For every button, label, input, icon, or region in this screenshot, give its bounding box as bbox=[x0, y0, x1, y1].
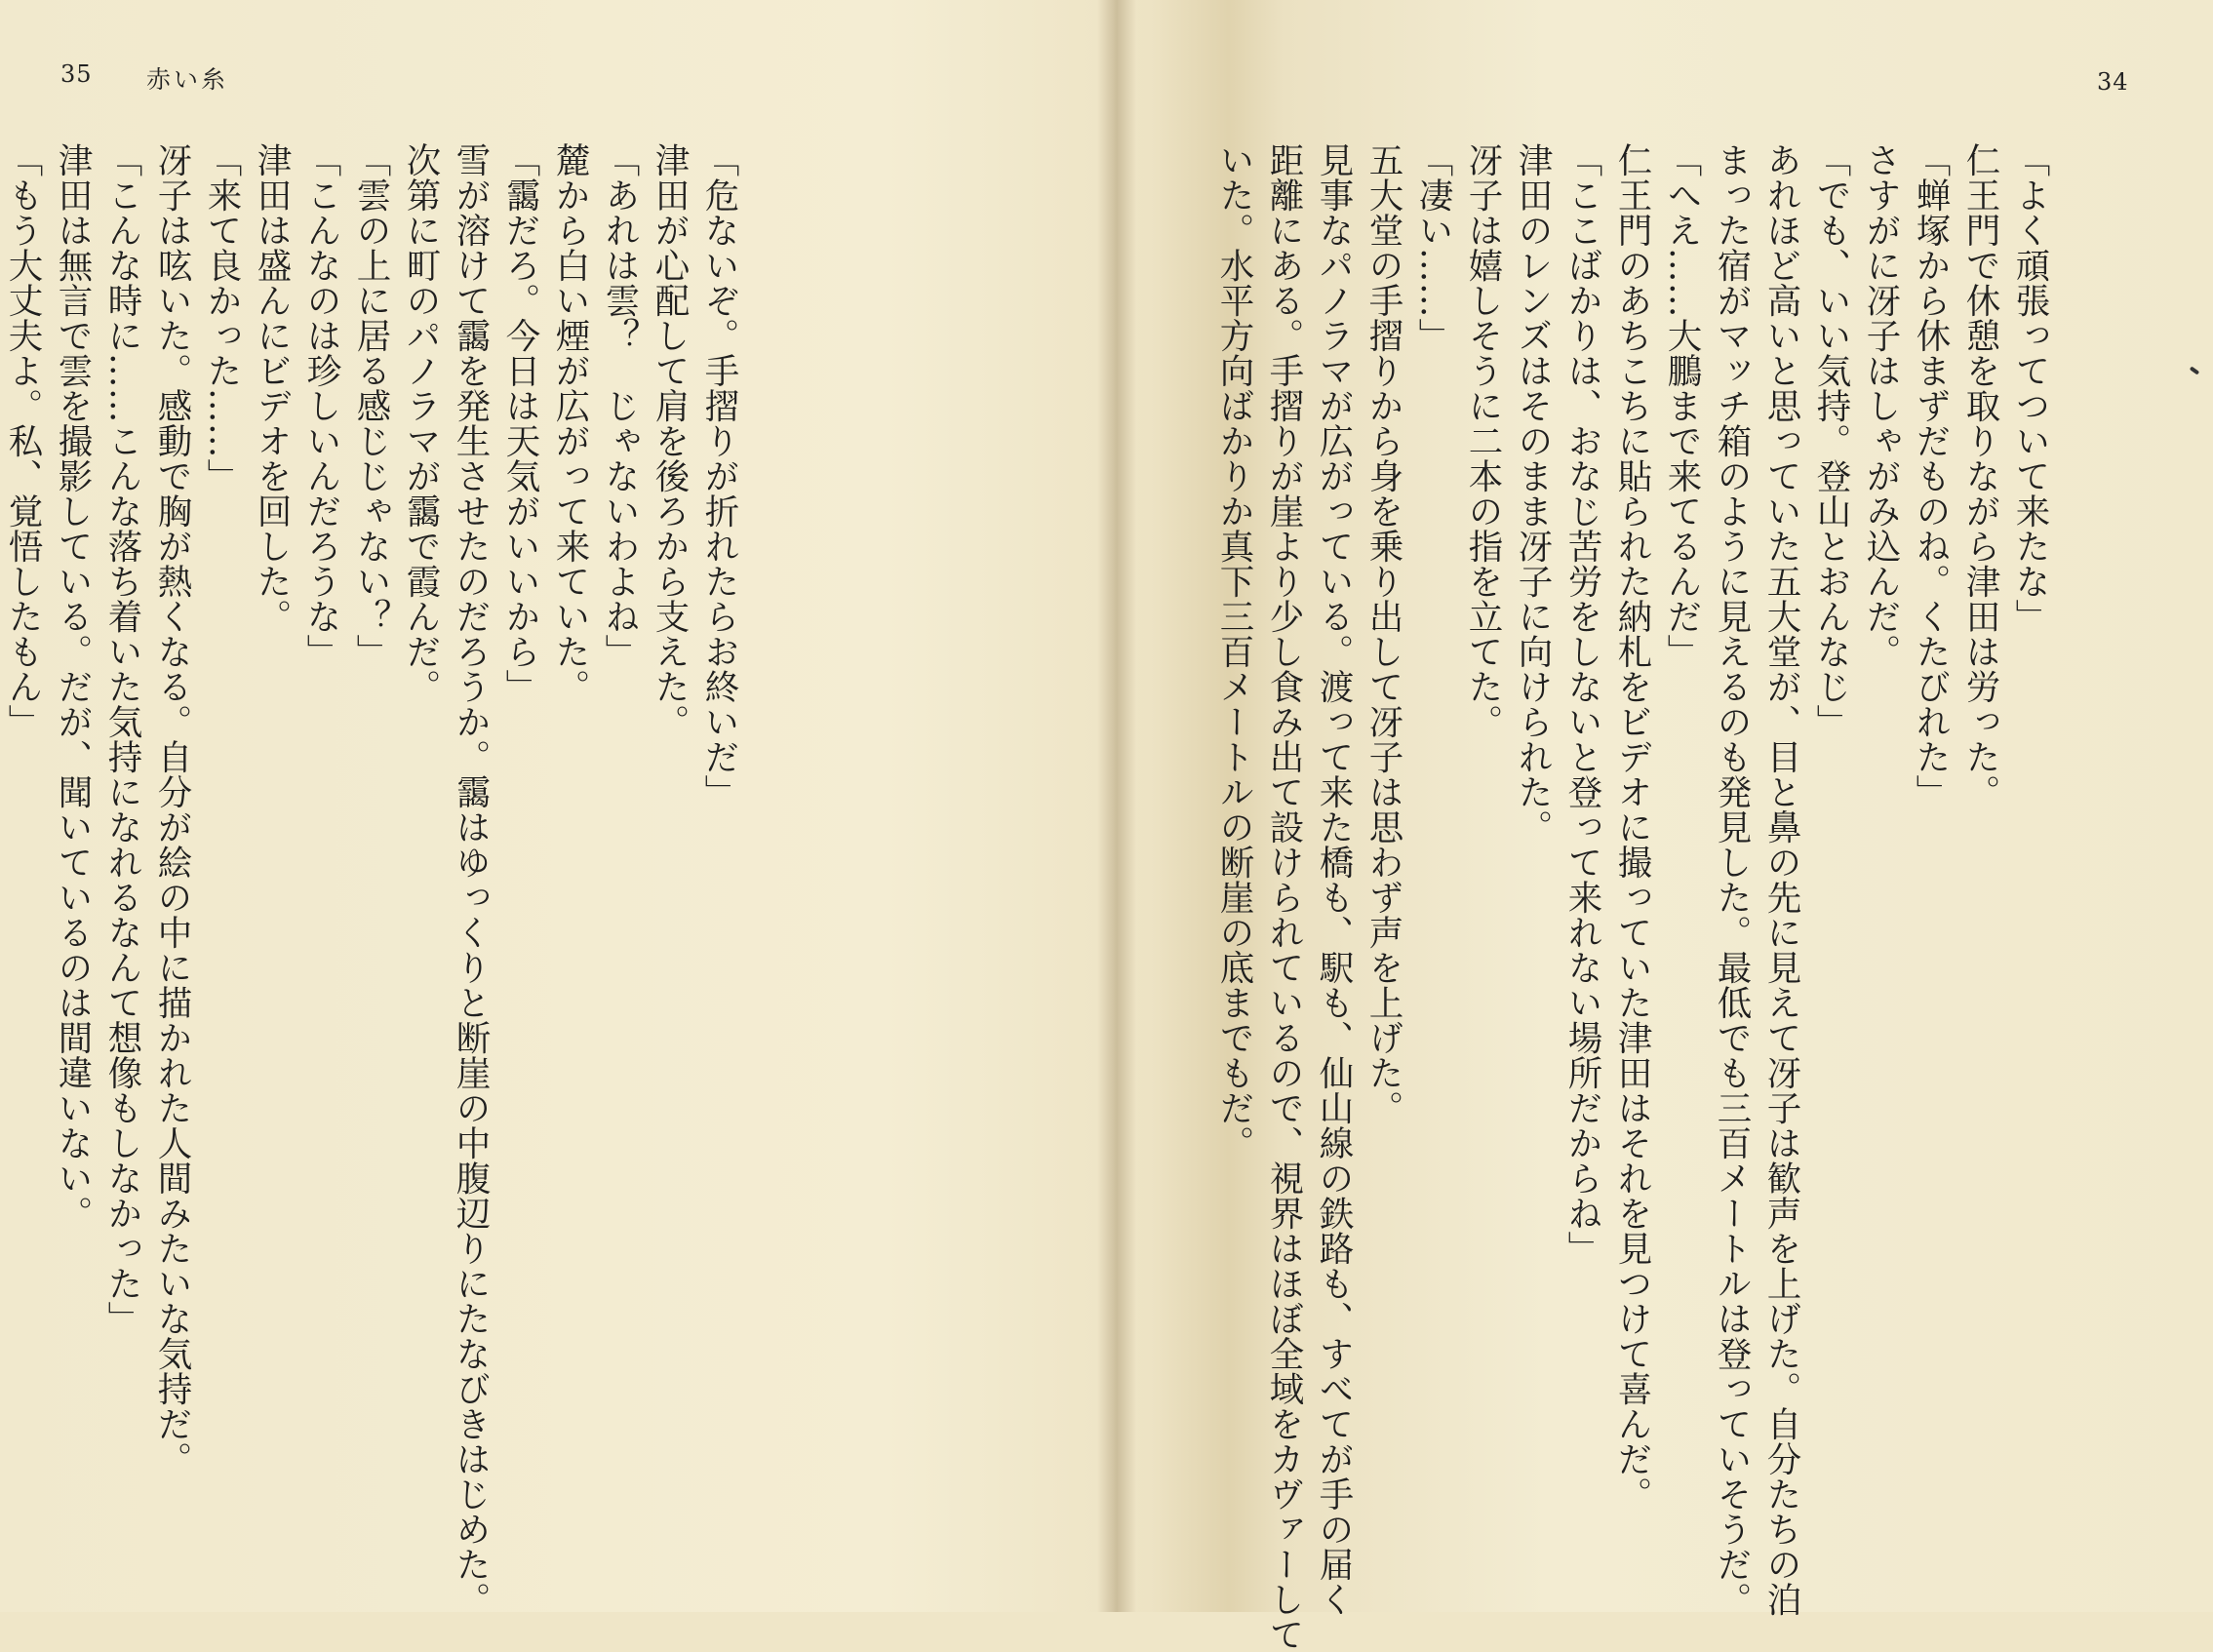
left-page-text bbox=[0, 142, 744, 1617]
text-line: 次第に町のパノラマが靄で霞んだ。 bbox=[401, 142, 441, 704]
text-line: まった宿がマッチ箱のように見えるのも発見した。最低でも三百メートルは登っていそうだ。 bbox=[1712, 142, 1752, 1617]
text-line: 冴子は呟いた。感動で胸が熱くなる。自分が絵の中に描かれた人間みたいな気持だ。 bbox=[152, 142, 192, 1476]
text-line: 津田が心配して肩を後ろから支えた。 bbox=[650, 142, 690, 739]
text-line: 津田は盛んにビデオを回した。 bbox=[252, 142, 292, 634]
text-line: 「ここばかりは、おなじ苦労をしないと登って来れない場所だからね」 bbox=[1562, 142, 1602, 1266]
text-line: さすがに冴子はしゃがみ込んだ。 bbox=[1861, 142, 1901, 669]
text-line: 麓から白い煙が広がって来ていた。 bbox=[550, 142, 590, 704]
text-line: 「蝉塚から休まずだものね。くたびれた」 bbox=[1911, 142, 1951, 809]
right-page-number: 34 bbox=[2097, 68, 2129, 96]
text-line: 仁王門のあちこちに貼られた納札をビデオに撮っていた津田はそれを見つけて喜んだ。 bbox=[1612, 142, 1652, 1512]
text-line: 距離にある。手摺りが崖より少し食み出て設けられているので、視界はほぼ全域をカヴァーして bbox=[1264, 142, 1304, 1652]
text-line: 「もう大丈夫よ。私、覚悟したもん」 bbox=[3, 142, 43, 739]
text-line: 見事なパノラマが広がっている。渡って来た橋も、駅も、仙山線の鉄路も、すべてが手の届く bbox=[1314, 142, 1354, 1617]
text-line: 冴子は嬉しそうに二本の指を立てた。 bbox=[1463, 142, 1503, 739]
text-line: 「よく頑張ってついて来たな」 bbox=[2010, 142, 2050, 634]
left-page bbox=[0, 0, 1112, 1617]
text-line: 「雲の上に居る感じじゃない？」 bbox=[351, 142, 391, 669]
text-line: 津田のレンズはそのまま冴子に向けられた。 bbox=[1513, 142, 1553, 845]
left-page-number: 35 bbox=[60, 60, 93, 88]
text-line: 雪が溶けて靄を発生させたのだろうか。靄はゆっくりと断崖の中腹辺りにたなびきはじめた。 bbox=[451, 142, 491, 1617]
text-line: 「来て良かった……」 bbox=[202, 142, 242, 493]
text-line: 「こんなのは珍しいんだろうな」 bbox=[301, 142, 341, 669]
text-line: あれほど高いと思っていた五大堂が、目と鼻の先に見えて冴子は歓声を上げた。自分たちの泊 bbox=[1761, 142, 1801, 1617]
text-line: 五大堂の手摺りから身を乗り出して冴子は思わず声を上げた。 bbox=[1363, 142, 1403, 1125]
right-page bbox=[1122, 0, 2213, 1652]
text-line: 「危ないぞ。手摺りが折れたらお終いだ」 bbox=[699, 142, 739, 809]
text-line: 「こんな時に……こんな落ち着いた気持になれるなんて想像もしなかった」 bbox=[102, 142, 142, 1336]
text-line: いた。水平方向ばかりか真下三百メートルの断崖の底までもだ。 bbox=[1214, 142, 1254, 1160]
text-line: 「あれは雲？ じゃないわよね」 bbox=[600, 142, 640, 669]
right-page-text bbox=[1209, 142, 2055, 1652]
text-line: 「靄だろ。今日は天気がいいから」 bbox=[500, 142, 540, 704]
text-line: 「凄い……」 bbox=[1413, 142, 1453, 353]
text-line: 「でも、いい気持。登山とおんなじ」 bbox=[1811, 142, 1851, 739]
text-line: 仁王門で休憩を取りながら津田は労った。 bbox=[1960, 142, 2000, 809]
text-line: 「へえ……大鵬まで来てるんだ」 bbox=[1662, 142, 1702, 669]
text-line: 津田は無言で雲を撮影している。だが、聞いているのは間違いない。 bbox=[53, 142, 93, 1231]
running-title: 赤い糸 bbox=[146, 65, 229, 94]
